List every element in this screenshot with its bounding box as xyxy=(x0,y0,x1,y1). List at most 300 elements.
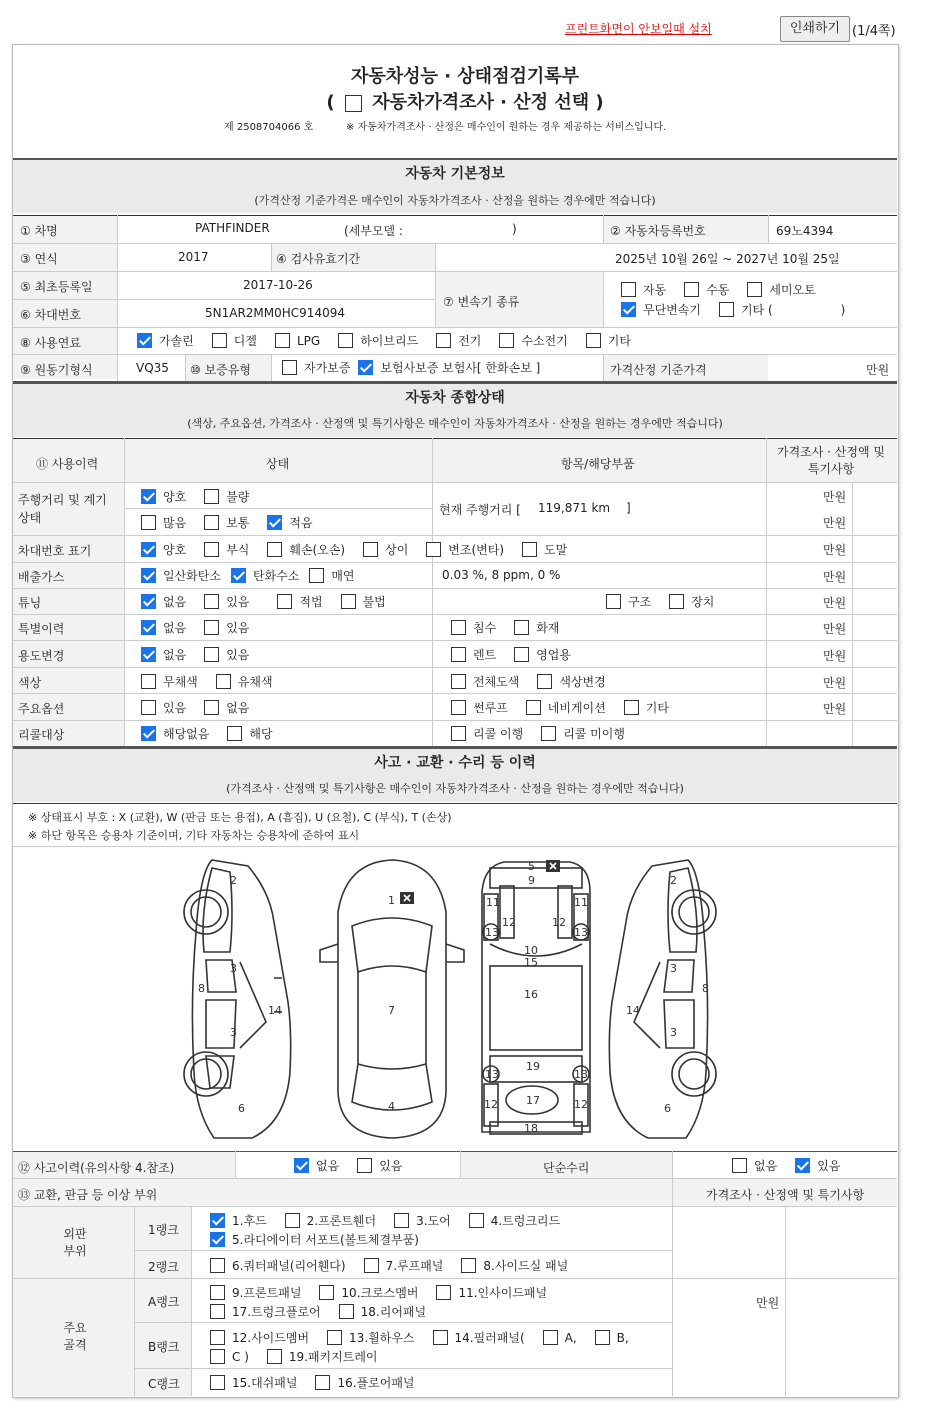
first-reg-label: ⑤ 최초등록일 xyxy=(20,280,93,294)
floor-panel-label: 16.플로어패널 xyxy=(337,1376,415,1390)
gauge-bad-checkbox[interactable] xyxy=(204,489,219,504)
usage-none-label: 없음 xyxy=(163,648,187,662)
rankB-label: B랭크 xyxy=(148,1340,180,1354)
accident-exist-checkbox[interactable] xyxy=(357,1158,372,1173)
svg-text:6: 6 xyxy=(238,1102,245,1115)
pillar-b-checkbox[interactable] xyxy=(595,1330,610,1345)
reg-no: 69노4394 xyxy=(776,224,834,238)
color-change-checkbox[interactable] xyxy=(537,674,552,689)
hc-checkbox[interactable] xyxy=(231,568,246,583)
svg-text:7: 7 xyxy=(388,1004,395,1017)
usage-exist-label: 있음 xyxy=(226,648,250,662)
trans-auto-label: 자동 xyxy=(643,283,667,297)
svg-text:3: 3 xyxy=(670,1026,677,1039)
basic-info-title: 자동차 기본정보 xyxy=(13,158,897,188)
subtitle-open: ( xyxy=(326,92,335,113)
page-title: 자동차성능 · 상태점검기록부 xyxy=(350,66,580,87)
fuel-diesel-checkbox[interactable] xyxy=(212,333,227,348)
rank1-row-1 xyxy=(210,1212,578,1229)
recall-done-checkbox[interactable] xyxy=(451,726,466,741)
rear-panel-checkbox[interactable] xyxy=(339,1304,354,1319)
svg-text:15: 15 xyxy=(524,956,538,969)
special-none-label: 없음 xyxy=(163,621,187,635)
rear-panel-label: 18.리어패널 xyxy=(360,1305,427,1319)
warranty-insurance-label: 보험사보증 보험사[ 한화손보 ] xyxy=(380,361,541,375)
rankA-label: A랭크 xyxy=(148,1295,180,1309)
mileage-many-checkbox[interactable] xyxy=(141,515,156,530)
trans-row-1 xyxy=(621,281,834,298)
fuel-electric-label: 전기 xyxy=(458,334,482,348)
car-diagram xyxy=(170,852,730,1144)
svg-text:16: 16 xyxy=(524,988,538,1001)
mileage-close: ] xyxy=(626,501,631,515)
trans-manual-label: 수동 xyxy=(706,283,730,297)
mileage-normal-label: 보통 xyxy=(226,516,250,530)
usage-unit: 만원 xyxy=(823,649,847,663)
trans-semi-label: 세미오토 xyxy=(769,283,816,297)
svg-text:12: 12 xyxy=(484,1098,498,1111)
option-none-label: 없음 xyxy=(226,701,250,715)
simple-repair-label: 단순수리 xyxy=(543,1161,590,1175)
recall-notdone-label: 리콜 미이행 xyxy=(563,727,625,741)
business-checkbox[interactable] xyxy=(514,647,529,662)
fuel-other-label: 기타 xyxy=(607,334,631,348)
trans-cvt-checkbox[interactable] xyxy=(621,302,636,317)
doc-number: 제 2508704066 호 xyxy=(224,122,314,133)
usage-exist-checkbox[interactable] xyxy=(204,647,219,662)
tuning-illegal-checkbox[interactable] xyxy=(341,594,356,609)
svg-text:11: 11 xyxy=(574,896,588,909)
svg-text:18: 18 xyxy=(524,1122,538,1135)
quarter-panel-label: 6.쿼터패널(리어휀다) xyxy=(232,1259,346,1273)
recall-yes-checkbox[interactable] xyxy=(227,726,242,741)
side-sill-checkbox[interactable] xyxy=(461,1258,476,1273)
mileage-label: 주행거리 및 계기상태 xyxy=(18,493,107,525)
vin-label: ⑥ 차대번호 xyxy=(20,308,81,322)
svg-text:3: 3 xyxy=(230,962,237,975)
option-type-row xyxy=(451,699,687,716)
left-side-view xyxy=(184,860,291,1138)
svg-text:11: 11 xyxy=(486,896,500,909)
gauge-good-checkbox[interactable] xyxy=(141,489,156,504)
dash-panel-label: 15.대쉬패널 xyxy=(232,1376,298,1390)
rank1-label: 1랭크 xyxy=(148,1223,179,1237)
overall-title: 자동차 종합상태 xyxy=(13,382,897,412)
fuel-electric-checkbox[interactable] xyxy=(436,333,451,348)
trans-row-2 xyxy=(621,301,845,318)
business-label: 영업용 xyxy=(536,648,571,662)
option-row xyxy=(141,699,267,716)
tuning-structure-checkbox[interactable] xyxy=(606,594,621,609)
rent-checkbox[interactable] xyxy=(451,647,466,662)
warranty-label: ⑩ 보증유형 xyxy=(190,363,251,377)
navi-checkbox[interactable] xyxy=(526,700,541,715)
svg-text:8: 8 xyxy=(198,982,205,995)
rank1-row-2 xyxy=(210,1231,437,1248)
navi-label: 네비게이션 xyxy=(547,701,606,715)
vin-mark-label: 차대번호 표기 xyxy=(18,544,92,558)
year-label: ③ 연식 xyxy=(20,252,58,266)
warranty-row xyxy=(282,359,540,376)
recall-none-label: 해당없음 xyxy=(163,727,210,741)
tuning-device-label: 장치 xyxy=(691,595,715,609)
vin-alter-label: 변조(변타) xyxy=(448,543,505,557)
special-row xyxy=(141,619,267,636)
warranty-insurance-checkbox[interactable] xyxy=(358,360,373,375)
trans-other-label: 기타 ( xyxy=(740,303,773,317)
first-reg: 2017-10-26 xyxy=(243,278,313,292)
achromatic-label: 무채색 xyxy=(163,675,198,689)
dash-panel-checkbox[interactable] xyxy=(210,1375,225,1390)
fuel-hydrogen-label: 수소전기 xyxy=(521,334,568,348)
door-label: 3.도어 xyxy=(416,1214,451,1228)
svg-text:6: 6 xyxy=(664,1102,671,1115)
fuel-row xyxy=(137,332,649,349)
page-indicator: (1/4쪽) xyxy=(852,24,896,39)
repair-exist-checkbox[interactable] xyxy=(795,1158,810,1173)
svg-text:13: 13 xyxy=(485,926,499,939)
trunk-lid-checkbox[interactable] xyxy=(469,1213,484,1228)
vin-good-label: 양호 xyxy=(163,543,187,557)
svg-text:13: 13 xyxy=(485,1068,499,1081)
recall-notdone-checkbox[interactable] xyxy=(541,726,556,741)
col-item: 항목/해당부품 xyxy=(561,457,635,471)
sunroof-label: 썬루프 xyxy=(473,701,508,715)
fuel-lpg-checkbox[interactable] xyxy=(275,333,290,348)
mileage-few-label: 적음 xyxy=(289,516,313,530)
special-none-checkbox[interactable] xyxy=(141,620,156,635)
front-panel-checkbox[interactable] xyxy=(210,1285,225,1300)
svg-text:14: 14 xyxy=(626,1004,640,1017)
vin-damage-checkbox[interactable] xyxy=(267,542,282,557)
emission-unit: 만원 xyxy=(823,570,847,584)
year: 2017 xyxy=(178,250,209,264)
car-name: PATHFINDER xyxy=(195,221,270,235)
accident-history-label: ⑫ 사고이력(유의사항 4.참조) xyxy=(18,1161,175,1175)
subtitle-text: 자동차가격조사 · 산정 선택 xyxy=(372,92,590,113)
svg-text:3: 3 xyxy=(670,962,677,975)
gauge-bad-label: 불량 xyxy=(226,490,250,504)
rank2-row xyxy=(210,1257,586,1274)
parts-label: ⑬ 교환, 판금 등 이상 부위 xyxy=(18,1188,158,1202)
rankC-row xyxy=(210,1374,433,1391)
svg-text:12: 12 xyxy=(552,916,566,929)
front-fender-checkbox[interactable] xyxy=(285,1213,300,1228)
warranty-self-checkbox[interactable] xyxy=(282,360,297,375)
color-change-label: 색상변경 xyxy=(559,675,606,689)
recall-yes-label: 해당 xyxy=(249,727,273,741)
svg-text:3: 3 xyxy=(230,1026,237,1039)
fuel-diesel-label: 디젤 xyxy=(233,334,257,348)
mileage-unit-1: 만원 xyxy=(823,490,847,504)
accident-title: 사고 · 교환 · 수리 등 이력 xyxy=(13,747,897,777)
mileage-row-1 xyxy=(141,488,267,505)
accident-note: (가격조사 · 산정액 및 특기사항은 매수인이 자동차가격조사 · 산정을 원하는 경우에만 적습니다) xyxy=(13,776,897,802)
special-label: 특별이력 xyxy=(18,622,65,636)
option-other-checkbox[interactable] xyxy=(624,700,639,715)
mileage-normal-checkbox[interactable] xyxy=(204,515,219,530)
fuel-hybrid-label: 하이브리드 xyxy=(360,334,419,348)
front-fender-label: 2.프론트휀더 xyxy=(306,1214,377,1228)
car-name-label: ① 차명 xyxy=(20,224,58,238)
emission-row xyxy=(141,567,373,584)
tuning-type-row xyxy=(606,593,732,610)
recall-label: 리콜대상 xyxy=(18,728,65,742)
accident-none-label: 없음 xyxy=(316,1159,340,1173)
usage-label: 용도변경 xyxy=(18,649,65,663)
vin-diff-checkbox[interactable] xyxy=(363,542,378,557)
svg-text:2: 2 xyxy=(230,874,237,887)
special-exist-checkbox[interactable] xyxy=(204,620,219,635)
price-survey-checkbox[interactable] xyxy=(345,95,362,112)
tuning-exist-checkbox[interactable] xyxy=(204,594,219,609)
col-history: ⑪ 사용이력 xyxy=(36,457,99,471)
chromatic-checkbox[interactable] xyxy=(216,674,231,689)
fuel-other-checkbox[interactable] xyxy=(586,333,601,348)
rank2-label: 2랭크 xyxy=(148,1260,179,1274)
trans-auto-checkbox[interactable] xyxy=(621,282,636,297)
trans-manual-checkbox[interactable] xyxy=(684,282,699,297)
print-setup-link[interactable]: 프린트화면이 안보일때 설치 xyxy=(565,22,712,36)
rankA-row-1 xyxy=(210,1284,565,1301)
option-none-checkbox[interactable] xyxy=(204,700,219,715)
color-row xyxy=(141,673,291,690)
pillar-panel-checkbox[interactable] xyxy=(433,1330,448,1345)
cross-member-checkbox[interactable] xyxy=(319,1285,334,1300)
tuning-row xyxy=(141,593,404,610)
vin-steal-checkbox[interactable] xyxy=(522,542,537,557)
quarter-panel-checkbox[interactable] xyxy=(210,1258,225,1273)
co-checkbox[interactable] xyxy=(141,568,156,583)
option-label: 주요옵션 xyxy=(18,702,65,716)
co-label: 일산화탄소 xyxy=(163,569,221,583)
outer-panel-label: 외판 부위 xyxy=(63,1227,87,1258)
floor-panel-checkbox[interactable] xyxy=(315,1375,330,1390)
vin-corrode-label: 부식 xyxy=(226,543,250,557)
special-type-row xyxy=(451,619,577,636)
wheel-house-checkbox[interactable] xyxy=(327,1330,342,1345)
svg-text:9: 9 xyxy=(528,874,535,887)
hc-label: 탄화수소 xyxy=(252,569,300,583)
tuning-unit: 만원 xyxy=(823,596,847,610)
recall-done-label: 리콜 이행 xyxy=(473,727,524,741)
mileage-row-2 xyxy=(141,514,331,531)
usage-none-checkbox[interactable] xyxy=(141,647,156,662)
svg-text:5: 5 xyxy=(528,860,535,873)
print-button[interactable]: 인쇄하기 xyxy=(780,16,850,42)
tuning-none-checkbox[interactable] xyxy=(141,594,156,609)
tuning-legal-label: 적법 xyxy=(299,595,323,609)
trans-label: ⑦ 변속기 종류 xyxy=(443,295,520,309)
roof-panel-checkbox[interactable] xyxy=(364,1258,379,1273)
package-tray-label: 19.패키지트레이 xyxy=(288,1350,378,1364)
reg-no-label: ② 자동차등록번호 xyxy=(610,224,706,238)
svg-text:13: 13 xyxy=(574,926,588,939)
front-panel-label: 9.프론트패널 xyxy=(232,1286,302,1300)
trans-cvt-label: 무단변속기 xyxy=(643,303,701,317)
pillar-a-checkbox[interactable] xyxy=(543,1330,558,1345)
vin-alter-checkbox[interactable] xyxy=(426,542,441,557)
recall-row xyxy=(141,725,291,742)
exchange-marks xyxy=(400,860,560,904)
engine: VQ35 xyxy=(136,361,169,375)
doc-note: ※ 자동차가격조사 · 산정은 매수인이 원하는 경우 제공하는 서비스입니다. xyxy=(346,122,667,133)
col-price: 가격조사 · 산정액 및 특기사항 xyxy=(777,445,885,476)
repair-none-label: 없음 xyxy=(754,1159,778,1173)
vin-good-checkbox[interactable] xyxy=(141,542,156,557)
tuning-none-label: 없음 xyxy=(163,595,187,609)
cross-member-label: 10.크로스멤버 xyxy=(341,1286,419,1300)
usage-row xyxy=(141,646,267,663)
rankB-row-2 xyxy=(210,1348,396,1365)
right-side-view xyxy=(609,860,716,1138)
fuel-lpg-label: LPG xyxy=(296,333,321,348)
vin-corrode-checkbox[interactable] xyxy=(204,542,219,557)
special-unit: 만원 xyxy=(823,622,847,636)
svg-text:4: 4 xyxy=(388,1100,395,1113)
engine-label: ⑨ 원동기형식 xyxy=(20,363,93,377)
accident-history-row xyxy=(294,1157,420,1174)
emission-values: 0.03 %, 8 ppm, 0 % xyxy=(442,568,561,582)
fuel-hybrid-checkbox[interactable] xyxy=(338,333,353,348)
trans-other-close: ) xyxy=(840,302,846,317)
pillar-a-label: A, xyxy=(564,1330,577,1345)
trans-other-checkbox[interactable] xyxy=(719,302,734,317)
inside-panel-label: 11.인사이드패널 xyxy=(458,1286,548,1300)
svg-text:19: 19 xyxy=(526,1060,540,1073)
chromatic-label: 유채색 xyxy=(237,675,273,689)
detail-model-label: (세부모델 : xyxy=(344,224,403,238)
page-subtitle xyxy=(0,88,930,114)
overall-note: (색상, 주요옵션, 가격조사 · 산정액 및 특기사항은 매수인이 자동차가격조사 · 산정을 원하는 경우에만 적습니다) xyxy=(13,410,897,437)
special-exist-label: 있음 xyxy=(226,621,250,635)
rankC-label: C랭크 xyxy=(148,1377,180,1391)
warranty-self-label: 자가보증 xyxy=(304,361,351,375)
wheel-house-label: 13.휠하우스 xyxy=(349,1331,415,1345)
rankB-row-1 xyxy=(210,1329,647,1346)
tuning-structure-label: 구조 xyxy=(628,595,652,609)
col-state: 상태 xyxy=(266,457,290,471)
vin-steal-label: 도말 xyxy=(544,543,568,557)
mileage-unit-2: 만원 xyxy=(823,516,847,530)
option-unit: 만원 xyxy=(823,702,847,716)
inspect-period: 2025년 10월 26일 ~ 2027년 10월 25일 xyxy=(615,252,840,266)
rankA-row-2 xyxy=(210,1303,444,1320)
repair-none-checkbox[interactable] xyxy=(732,1158,747,1173)
rent-label: 렌트 xyxy=(473,648,497,662)
base-price-label: 가격산정 기준가격 xyxy=(610,363,707,377)
svg-text:10: 10 xyxy=(524,944,538,957)
side-member-checkbox[interactable] xyxy=(210,1330,225,1345)
tuning-legal-checkbox[interactable] xyxy=(277,594,292,609)
tuning-exist-label: 있음 xyxy=(226,595,250,609)
basic-info-note: (가격산정 기준가격은 매수인이 자동차가격조사 · 산정을 원하는 경우에만 적습니다) xyxy=(13,188,897,213)
repair-exist-label: 있음 xyxy=(817,1159,841,1173)
pillar-panel-label: 14.필러패널( xyxy=(454,1331,525,1345)
svg-text:13: 13 xyxy=(574,1068,588,1081)
fire-checkbox[interactable] xyxy=(514,620,529,635)
pillar-b-label: B, xyxy=(616,1330,629,1345)
option-exist-checkbox[interactable] xyxy=(141,700,156,715)
color-label: 색상 xyxy=(18,676,42,690)
top-bar xyxy=(0,0,930,44)
roof-panel-label: 7.루프패널 xyxy=(385,1259,444,1273)
recall-none-checkbox[interactable] xyxy=(141,726,156,741)
sunroof-checkbox[interactable] xyxy=(451,700,466,715)
subtitle-close: ) xyxy=(595,92,604,113)
fuel-label: ⑧ 사용연료 xyxy=(20,336,81,350)
mileage-value: 119,871 km xyxy=(538,501,611,515)
vin-mark-unit: 만원 xyxy=(823,543,847,557)
paint-row xyxy=(451,673,624,690)
option-other-label: 기타 xyxy=(645,701,669,715)
accident-exist-label: 있음 xyxy=(379,1159,403,1173)
door-checkbox[interactable] xyxy=(394,1213,409,1228)
mileage-few-checkbox[interactable] xyxy=(267,515,282,530)
tuning-illegal-label: 불법 xyxy=(362,595,386,609)
gauge-good-label: 양호 xyxy=(163,490,187,504)
inside-panel-checkbox[interactable] xyxy=(436,1285,451,1300)
radiator-support-checkbox[interactable] xyxy=(210,1232,225,1247)
inspect-label: ④ 검사유효기간 xyxy=(276,252,361,266)
svg-text:12: 12 xyxy=(502,916,516,929)
svg-text:1: 1 xyxy=(388,894,395,907)
overall-head-bg xyxy=(13,438,897,482)
tuning-device-checkbox[interactable] xyxy=(669,594,684,609)
accident-none-checkbox[interactable] xyxy=(294,1158,309,1173)
trans-semi-checkbox[interactable] xyxy=(747,282,762,297)
svg-text:12: 12 xyxy=(574,1098,588,1111)
trunk-floor-label: 17.트렁크플로어 xyxy=(232,1305,321,1319)
flood-label: 침수 xyxy=(473,621,497,635)
smoke-label: 매연 xyxy=(331,569,355,583)
pillar-c-checkbox[interactable] xyxy=(210,1349,225,1364)
achromatic-checkbox[interactable] xyxy=(141,674,156,689)
hood-checkbox[interactable] xyxy=(210,1213,225,1228)
usage-type-row xyxy=(451,646,589,663)
vin-diff-label: 상이 xyxy=(385,543,409,557)
main-frame-label: 주요 골격 xyxy=(63,1321,87,1352)
vin-mark-row xyxy=(141,541,585,558)
status-legend: ※ 상태표시 부호 : X (교환), W (판금 또는 용접), A (흠집), U (요철), C (부식), T (손상) xyxy=(28,811,452,824)
fire-label: 화재 xyxy=(536,621,560,635)
trunk-floor-checkbox[interactable] xyxy=(210,1304,225,1319)
smoke-checkbox[interactable] xyxy=(309,568,324,583)
full-paint-checkbox[interactable] xyxy=(451,674,466,689)
svg-text:2: 2 xyxy=(670,874,677,887)
svg-text:17: 17 xyxy=(526,1094,540,1107)
mileage-many-label: 많음 xyxy=(163,516,187,530)
recall-status-row xyxy=(451,725,643,742)
simple-repair-row xyxy=(732,1157,858,1174)
option-exist-label: 있음 xyxy=(163,701,187,715)
vin-damage-label: 훼손(오손) xyxy=(289,543,346,557)
full-paint-label: 전체도색 xyxy=(473,675,520,689)
detail-model-close: ) xyxy=(512,222,517,236)
emission-label: 배출가스 xyxy=(18,570,65,584)
mileage-text: 현재 주행거리 [ xyxy=(439,503,521,517)
pillar-c-label: C ) xyxy=(232,1349,249,1364)
fuel-hydrogen-checkbox[interactable] xyxy=(499,333,514,348)
parts-price-unit: 만원 xyxy=(756,1296,780,1310)
passenger-note: ※ 하단 항목은 승용차 기준이며, 기타 자동차는 승용차에 준하여 표시 xyxy=(28,829,360,842)
fuel-gasoline-checkbox[interactable] xyxy=(137,333,152,348)
flood-checkbox[interactable] xyxy=(451,620,466,635)
side-member-label: 12.사이드멤버 xyxy=(232,1331,310,1345)
parts-price-head: 가격조사 · 산정액 및 특기사항 xyxy=(706,1188,865,1202)
svg-text:8: 8 xyxy=(702,982,709,995)
package-tray-checkbox[interactable] xyxy=(267,1349,282,1364)
